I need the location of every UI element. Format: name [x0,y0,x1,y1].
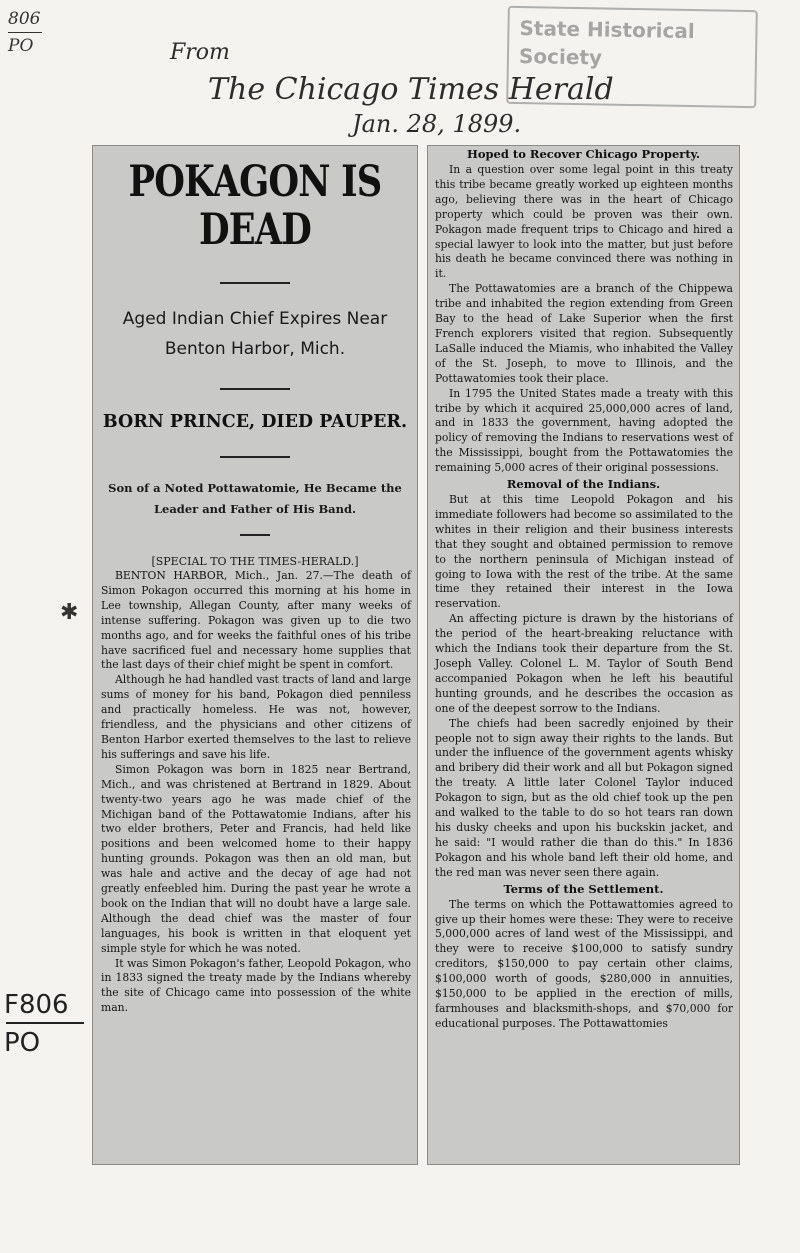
side-label-divider [6,1022,84,1024]
deck-secondary: BORN PRINCE, DIED PAUPER. [102,412,408,432]
article-body-right-1 [428,163,739,476]
clip-mark-icon: ✱ [60,600,79,625]
side-label-number: F806 [4,990,69,1020]
divider [220,456,290,458]
divider [240,534,270,536]
stamp-text: State Historical Society [518,16,695,70]
article-body-right-3 [428,898,739,1032]
library-stamp [506,6,758,108]
paragraph: The chiefs had been sacredly enjoined by their people not to sign away their rights to the lands. But under the influence of the government agents whisky and bribery did their work and all but Pokagon signed the treaty. A little later Colonel Taylor induced Pokagon to sign, but as the old chief took up the pen and walked to the table to do so hot tears ran down his dusky cheeks and upon his buckskin jacket, and he said: "I would rather die than do this." In 1836 Pokagon and his whole band left their old home, and the red man was never seen there again. [435,716,733,879]
corner-catalog-note [8,6,42,59]
paragraph: In 1795 the United States made a treaty with this tribe by which it acquired 25,000,000 acres of land, and in 1833 the government, having adopted the policy of removing the Indians to reservations west of the Mississippi, bought from the Pottawatomies the remaining 5,000 acres of their original possessions. [435,386,733,475]
clipping-left-column [92,145,418,1165]
subhead-chicago-property: Hoped to Recover Chicago Property. [466,147,701,161]
paragraph: But at this time Leopold Pokagon and his immediate followers had become so assimilated to the whites in their religion and their business interests that they sought and obtained permission to remove to the northern peninsula of Michigan instead of going to Iowa with the rest of the tribe. At the same time they retained their interest in the Iowa reservation. [435,493,733,611]
divider [220,282,290,284]
divider [220,388,290,390]
side-catalog-label [4,988,84,1060]
source-date-note: Jan. 28, 1899. [352,110,522,138]
paragraph: The Pottawatomies are a branch of the Chippewa tribe and inhabited the region extending from Green Bay to the head of Lake Superior when the first French explorers visited that region. Subsequently LaSalle induced the Miamis, who inhabited the Valley of the St. Joseph, to move to Illinois, and the Pottawatomies took their place. [435,282,733,385]
special-credit: [SPECIAL TO THE TIMES-HERALD.] [151,555,359,568]
paragraph: BENTON HARBOR, Mich., Jan. 27.—The death of Simon Pokagon occurred this morning at his home in Lee township, Allegan County, after many weeks of intense suffering. Pokagon was given up to die two months ago, and for weeks the faithful ones of his tribe have sacrificed fuel and necessary home supplies that the last days of their chief might be spent in comfort. [101,569,411,672]
corner-catalog-suffix: PO [8,36,34,56]
paragraph: An affecting picture is drawn by the historians of the period of the heart-breaking reluctance with which the Indians took their departure from the St. Joseph Valley. Colonel L. M. Taylor of South Bend accompanied Pokagon when he left his beautiful hunting grounds, and he describes the occasion as one of the deepest sorrow to the Indians. [435,612,733,715]
deck-subtitle: Aged Indian Chief Expires Near Benton Harbor, Mich. [122,309,388,359]
side-label-suffix: PO [4,1028,41,1058]
article-body-left [93,569,417,1016]
source-paper-note: The Chicago Times Herald [208,72,614,107]
subhead-removal: Removal of the Indians. [506,477,661,492]
paragraph: The terms on which the Pottawattomies agreed to give up their homes were these: They were to receive 5,000,000 acres of land west of the Mississippi, and they were to receive $100,000 to satisfy sundry creditors, $150,000 to pay certain other claims, $100,000 worth of goods, $280,000 in annuities, $150,000 to be applied in the erection of mills, farmhouses and blacksmith-shops, and $70,000 for educational purposes. The Pottawattomies [435,897,733,1030]
subhead-terms: Terms of the Settlement. [503,881,664,896]
paragraph: Simon Pokagon was born in 1825 near Bertrand, Mich., and was christened at Bertrand in 1829. About twenty-two years ago he was made chief of the Michigan band of the Pottawatomie Indians, after his two elder brothers, Peter and Francis, had held like positions and been welcomed home to their happy hunting grounds. Pokagon was then an old man, but was hale and active and the decay of age had not greatly enfeebled him. During the past year he wrote a book on the Indian that will no doubt have a large sale. Although the dead chief was the master of four languages, his book is written in that eloquent yet simple style for which he was noted. [101,762,411,955]
corner-catalog-number: 806 [8,9,41,29]
paragraph: In a question over some legal point in this treaty this tribe became greatly worked up eighteen months ago, believing there was in the heart of Chicago property which could be proven was their own. Pokagon made frequent trips to Chicago and hired a special lawyer to look into the matter, but just before his death he became convinced there was nothing in it. [435,163,733,281]
source-from-note: From [170,40,230,65]
paragraph: Although he had handled vast tracts of land and large sums of money for his band, Pokagon died penniless and practically homeless. He was not, however, friendless, and the physicians and other citizens of Benton Harbor exerted themselves to the last to relieve his sufferings and save his life. [101,673,411,761]
paragraph: It was Simon Pokagon's father, Leopold Pokagon, who in 1833 signed the treaty made by the Indians whereby the site of Chicago came into possession of the white man. [101,956,411,1015]
clipping-right-column [427,145,740,1165]
deck-tertiary: Son of a Noted Pottawatomie, He Became the Leader and Father of His Band. [108,481,402,516]
headline: POKAGON IS DEAD [128,157,382,255]
article-body-right-2 [428,493,739,881]
